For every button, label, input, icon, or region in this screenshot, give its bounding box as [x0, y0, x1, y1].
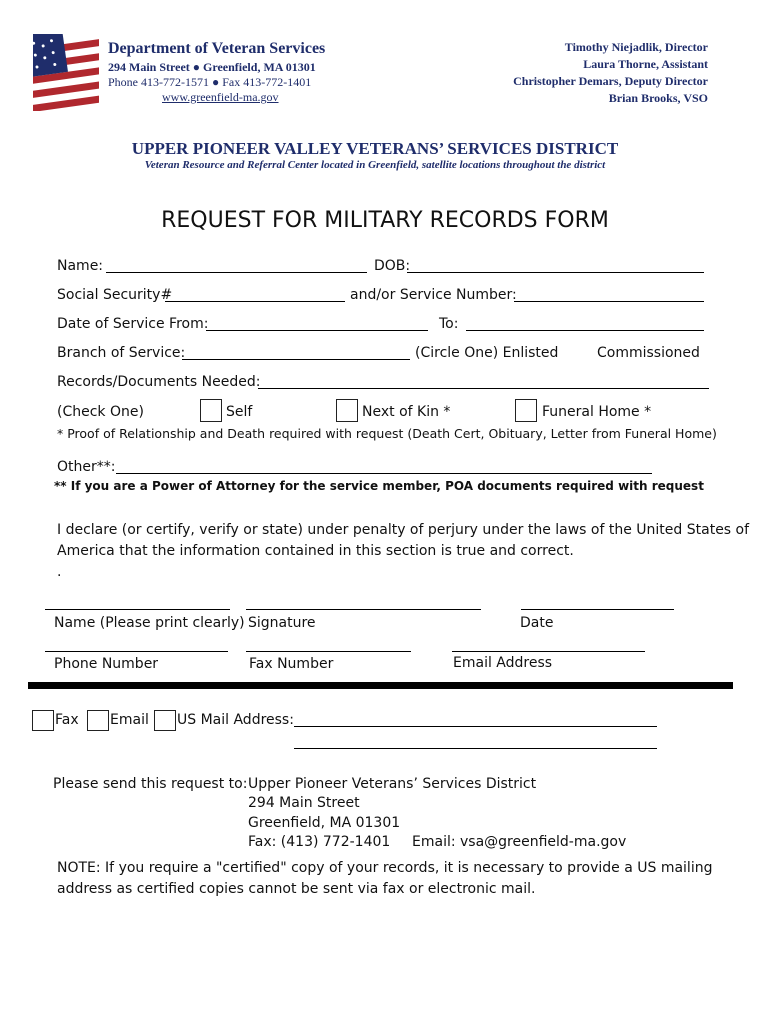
staff-director: Timothy Niejadlik, Director [564, 40, 708, 54]
records-field[interactable] [258, 388, 709, 389]
ssn-label: Social Security# [57, 287, 173, 303]
send-to-line-1: Upper Pioneer Veterans’ Services District [248, 776, 537, 792]
staff-vso: Brian Brooks, VSO [608, 91, 708, 105]
declaration-dot: . [57, 564, 62, 580]
district-subtitle: Veteran Resource and Referral Center located in Greenfield, satellite locations throughout the district [144, 159, 606, 171]
enlisted-option[interactable]: (Circle One) Enlisted [415, 345, 559, 361]
records-label: Records/Documents Needed: [57, 374, 261, 390]
service-to-field[interactable] [466, 330, 704, 331]
print-name-field[interactable] [45, 609, 230, 610]
other-label: Other**: [57, 459, 116, 475]
declaration-line-2: America that the information contained in this section is true and correct. [57, 543, 574, 559]
name-field[interactable] [106, 272, 367, 273]
dob-field[interactable] [407, 272, 704, 273]
commissioned-option[interactable]: Commissioned [597, 345, 700, 361]
dept-address: 294 Main Street ● Greenfield, MA 01301 [108, 60, 316, 74]
mail-option-label: US Mail Address: [177, 712, 294, 728]
ssn-field[interactable] [165, 301, 345, 302]
service-to-label: To: [439, 316, 459, 332]
mail-address-field-2[interactable] [294, 748, 657, 749]
staff-deputy: Christopher Demars, Deputy Director [513, 74, 708, 88]
phone-field[interactable] [45, 651, 228, 652]
staff-assistant: Laura Thorne, Assistant [583, 57, 708, 71]
signature-label: Signature [248, 615, 316, 631]
email-option-label: Email [110, 712, 149, 728]
send-to-line-2: 294 Main Street [248, 795, 360, 811]
next-of-kin-checkbox[interactable] [336, 399, 358, 422]
send-to-fax: Fax: (413) 772-1401 [248, 834, 391, 850]
send-to-label: Please send this request to: [53, 776, 248, 792]
email-checkbox[interactable] [87, 710, 109, 731]
dob-label: DOB: [374, 258, 411, 274]
send-to-line-3: Greenfield, MA 01301 [248, 815, 401, 831]
branch-label: Branch of Service: [57, 345, 186, 361]
poa-note: ** If you are a Power of Attorney for the service member, POA documents required with request [54, 479, 704, 493]
mail-address-field-1[interactable] [294, 726, 657, 727]
other-field[interactable] [116, 473, 652, 474]
send-to-email: Email: vsa@greenfield-ma.gov [412, 834, 627, 850]
fax-option-label: Fax [55, 712, 79, 728]
fax-checkbox[interactable] [32, 710, 54, 731]
signature-field[interactable] [246, 609, 481, 610]
fax-number-field[interactable] [246, 651, 411, 652]
next-of-kin-label: Next of Kin * [362, 404, 451, 420]
funeral-home-label: Funeral Home * [542, 404, 652, 420]
form-title: REQUEST FOR MILITARY RECORDS FORM [161, 208, 609, 233]
service-from-field[interactable] [206, 330, 428, 331]
mail-checkbox[interactable] [154, 710, 176, 731]
note-line-2: address as certified copies cannot be sent via fax or electronic mail. [57, 881, 536, 897]
section-divider [28, 682, 733, 689]
name-label: Name: [57, 258, 104, 274]
funeral-home-checkbox[interactable] [515, 399, 537, 422]
dept-title: Department of Veteran Services [108, 40, 326, 57]
dept-phone: Phone 413-772-1571 ● Fax 413-772-1401 [108, 75, 312, 89]
check-one-label: (Check One) [57, 404, 144, 420]
date-label: Date [520, 615, 554, 631]
note-line-1: NOTE: If you require a "certified" copy of your records, it is necessary to provide a US mailing [57, 860, 713, 876]
date-field[interactable] [521, 609, 674, 610]
self-label: Self [226, 404, 253, 420]
declaration-line-1: I declare (or certify, verify or state) under penalty of perjury under the laws of the United States of [57, 522, 750, 538]
fax-number-label: Fax Number [249, 656, 334, 672]
email-address-label: Email Address [453, 655, 553, 671]
flag-logo [33, 34, 99, 111]
district-title: UPPER PIONEER VALLEY VETERANS’ SERVICES DISTRICT [131, 139, 619, 158]
email-address-field[interactable] [452, 651, 645, 652]
branch-field[interactable] [182, 359, 410, 360]
print-name-label: Name (Please print clearly) [54, 615, 245, 631]
service-from-label: Date of Service From: [57, 316, 209, 332]
proof-note: * Proof of Relationship and Death required with request (Death Cert, Obituary, Letter from Funeral Home) [57, 426, 717, 441]
service-number-label: and/or Service Number: [350, 287, 517, 303]
service-number-field[interactable] [514, 301, 704, 302]
phone-label: Phone Number [54, 656, 159, 672]
self-checkbox[interactable] [200, 399, 222, 422]
dept-website-link[interactable]: www.greenfield-ma.gov [162, 90, 279, 104]
